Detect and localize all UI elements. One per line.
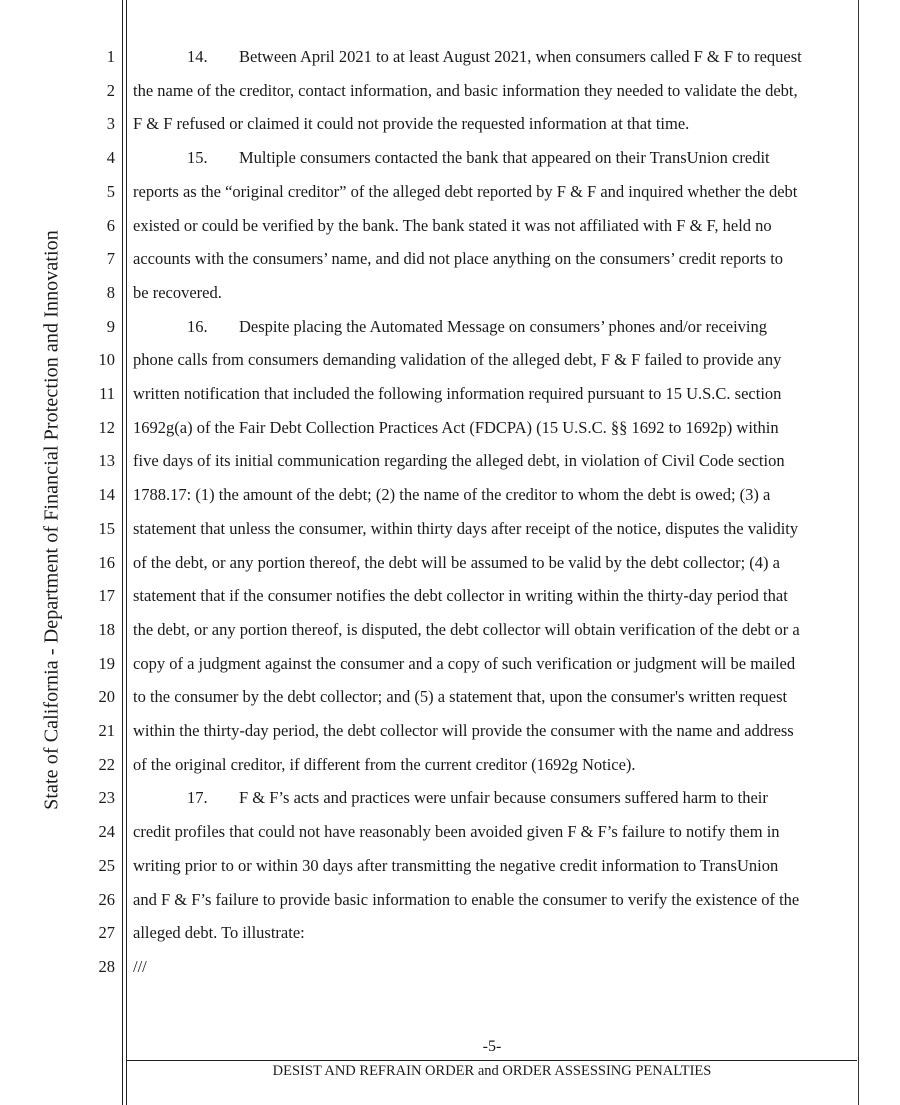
line-number: 21: [98, 721, 115, 740]
line-text: copy of a judgment against the consumer and a copy of such verification or judgment will be mailed: [133, 653, 796, 673]
line-text: to the consumer by the debt collector; and (5) a statement that, upon the consumer's written request: [133, 687, 788, 707]
line-text: statement that if the consumer notifies the debt collector in writing within the thirty-day period that: [133, 586, 788, 606]
line-text: existed or could be verified by the bank. The bank stated it was not affiliated with F & F, held no: [133, 215, 772, 235]
line-number: 7: [106, 249, 115, 269]
text-line: [187, 47, 802, 67]
line-text: credit profiles that could not have reasonably been avoided given F & F’s failure to notify them in: [133, 822, 780, 842]
text-line: [187, 148, 770, 168]
line-text: statement that unless the consumer, within thirty days after receipt of the notice, disputes the validity: [133, 518, 799, 538]
text-line: [133, 687, 787, 707]
line-text: phone calls from consumers demanding validation of the alleged debt, F & F failed to provide any: [133, 350, 782, 370]
line-number: 17: [98, 586, 115, 606]
line-text: of the debt, or any portion thereof, the debt will be assumed to be valid by the debt collector; (4) a: [133, 552, 780, 572]
line-text: 1788.17: (1) the amount of the debt; (2) the name of the creditor to whom the debt is owed; (3) a: [133, 485, 771, 505]
text-line: [133, 755, 636, 775]
text-line: [133, 182, 797, 202]
text-line: [133, 620, 800, 640]
text-line: [133, 890, 799, 910]
line-text: written notification that included the following information required pursuant to 15 U.S.C. section: [133, 384, 782, 403]
line-text: and F & F’s failure to provide basic information to enable the consumer to verify the existence of the: [133, 889, 800, 909]
line-number: 20: [98, 687, 115, 707]
line-number: 6: [106, 215, 115, 235]
text-line: [133, 384, 781, 404]
text-line: [133, 485, 770, 505]
line-number: 28: [98, 956, 115, 976]
text-line: [133, 923, 305, 943]
text-line: [133, 822, 780, 842]
text-line: [133, 451, 785, 471]
line-number: 9: [106, 316, 115, 336]
line-text: F & F’s acts and practices were unfair because consumers suffered harm to their: [239, 788, 768, 808]
line-text: accounts with the consumers’ name, and did not place anything on the consumers’ credit reports to: [133, 249, 784, 269]
sidebar-agency-label: State of California - Department of Financial Protection and Innovation: [40, 230, 63, 810]
paragraph-number: 15.: [187, 148, 208, 168]
line-number: 18: [98, 619, 115, 639]
text-line: [133, 553, 780, 573]
line-number: 19: [98, 653, 115, 673]
text-line: [133, 81, 798, 101]
paragraph-number: 16.: [187, 316, 208, 336]
text-line: [187, 788, 768, 808]
line-text: be recovered.: [133, 282, 222, 302]
line-number: 23: [98, 788, 115, 808]
line-number: 12: [98, 417, 115, 437]
paragraph-number: 17.: [187, 788, 208, 808]
paragraph-number: 14.: [187, 47, 208, 66]
line-number: 5: [106, 181, 115, 201]
text-line: [133, 283, 222, 303]
line-text: alleged debt. To illustrate:: [133, 923, 305, 943]
page-number: -5-: [482, 1038, 502, 1055]
text-line: [133, 721, 794, 741]
text-line: [133, 654, 795, 674]
text-line: [133, 856, 778, 876]
line-text: 1692g(a) of the Fair Debt Collection Practices Act (FDCPA) (15 U.S.C. §§ 1692 to 1692p) within: [133, 417, 779, 437]
line-text: within the thirty-day period, the debt collector will provide the consumer with the name and address: [133, 721, 794, 740]
line-text: Multiple consumers contacted the bank that appeared on their TransUnion credit: [239, 148, 770, 168]
line-text: Despite placing the Automated Message on consumers’ phones and/or receiving: [239, 316, 768, 336]
line-number: 16: [98, 552, 115, 572]
line-number: 14: [98, 485, 115, 505]
footer-rule: [127, 1060, 857, 1061]
line-number: 13: [98, 451, 115, 471]
line-text: writing prior to or within 30 days after transmitting the negative credit information to TransUnion: [133, 855, 779, 875]
text-line: [133, 216, 772, 236]
text-line: [133, 586, 788, 606]
line-number: 26: [98, 889, 115, 909]
line-text: Between April 2021 to at least August 2021, when consumers called F & F to request: [239, 47, 802, 66]
line-number: 4: [106, 148, 115, 168]
line-number: 24: [98, 822, 115, 842]
text-line: [187, 317, 767, 337]
line-number: 2: [106, 80, 115, 100]
line-text: ///: [133, 956, 147, 976]
text-line: [133, 418, 779, 438]
text-line: [133, 350, 781, 370]
line-number: 15: [98, 518, 115, 538]
line-text: the debt, or any portion thereof, is disputed, the debt collector will obtain verification of the debt or a: [133, 619, 800, 639]
line-number: 22: [98, 754, 115, 774]
text-line: [133, 249, 783, 269]
line-number: 11: [99, 384, 115, 403]
line-text: the name of the creditor, contact information, and basic information they needed to validate the debt,: [133, 80, 798, 100]
line-number: 1: [106, 47, 115, 66]
text-line: [133, 957, 147, 977]
line-number: 10: [98, 350, 115, 370]
line-text: of the original creditor, if different from the current creditor (1692g Notice).: [133, 754, 636, 774]
line-number: 3: [106, 114, 115, 134]
footer-title: DESIST AND REFRAIN ORDER and ORDER ASSESSING PENALTIES: [272, 1063, 712, 1079]
line-number: 27: [98, 923, 115, 943]
line-number: 8: [106, 282, 115, 302]
line-text: F & F refused or claimed it could not provide the requested information at that time.: [133, 114, 690, 134]
text-line: [133, 114, 689, 134]
line-number: 25: [98, 855, 115, 875]
line-text: five days of its initial communication regarding the alleged debt, in violation of Civil Code section: [133, 451, 785, 471]
line-text: reports as the “original creditor” of the alleged debt reported by F & F and inquired whether the debt: [133, 181, 798, 201]
text-line: [133, 519, 798, 539]
